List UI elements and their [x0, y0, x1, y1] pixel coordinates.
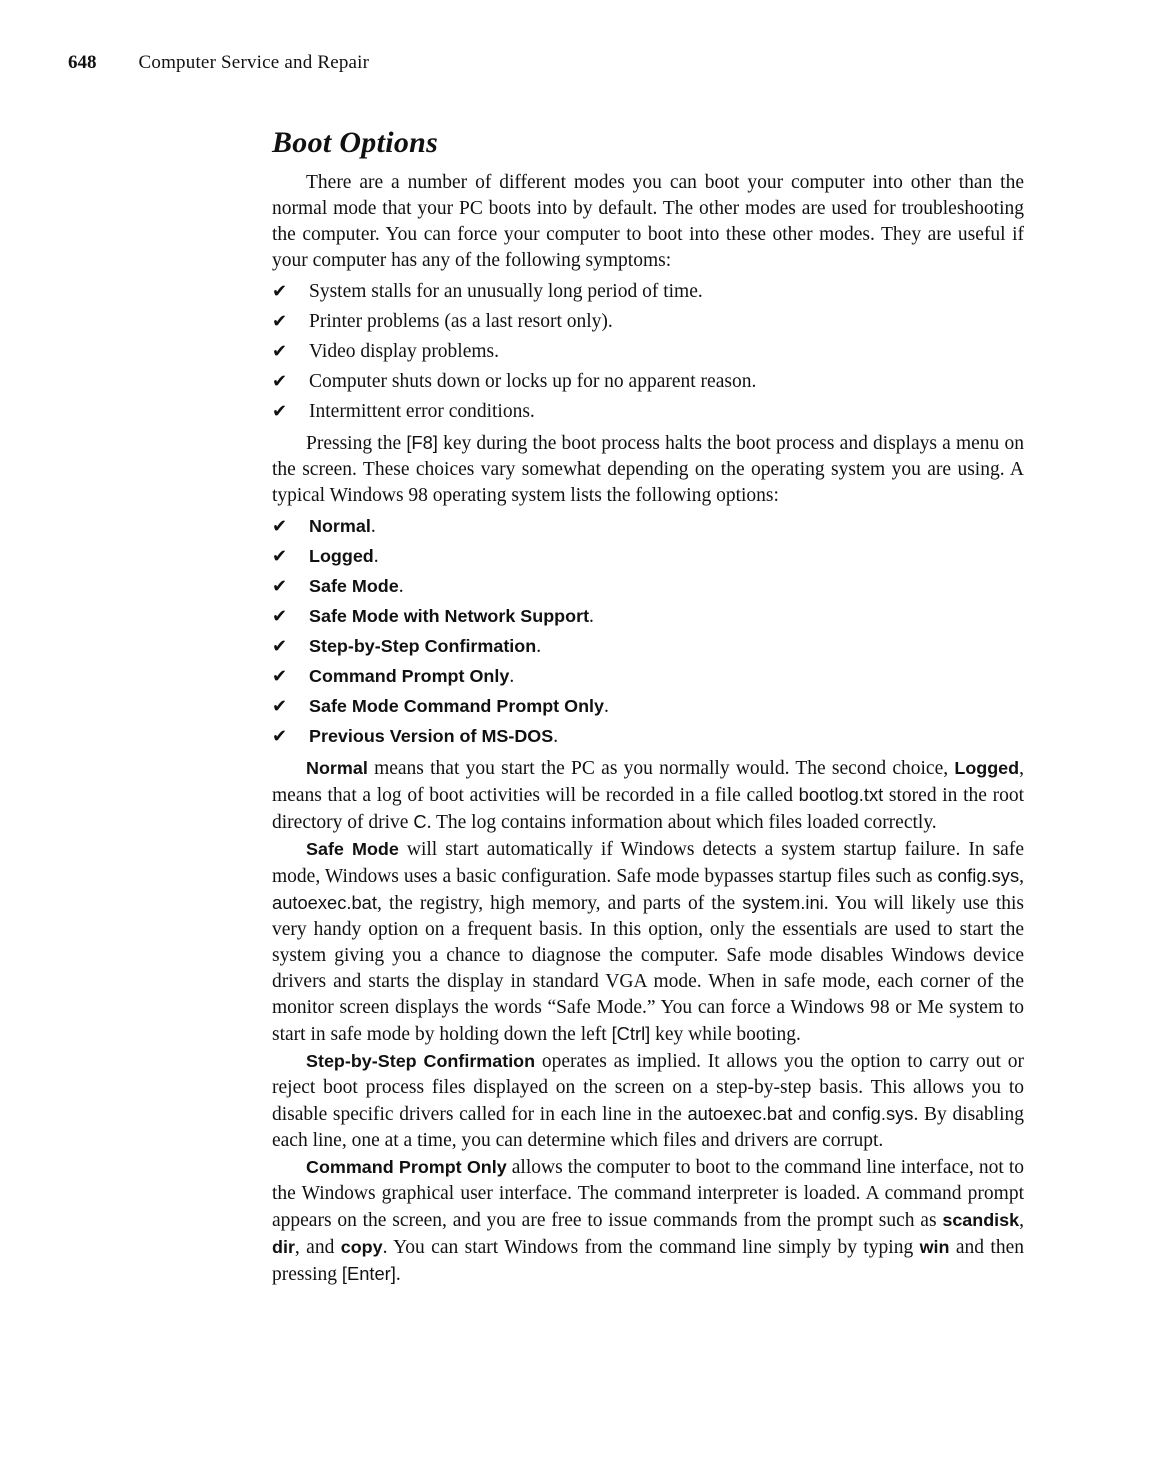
list-item	[272, 514, 1024, 539]
list-item-text: Video display problems.	[309, 341, 500, 362]
list-item-text: Printer problems (as a last resort only).	[309, 311, 613, 332]
check-icon: ✔	[272, 696, 288, 717]
check-icon: ✔	[272, 666, 288, 687]
paragraph-safe-mode: Safe Mode will start automatically if Windows detects a system startup failure. In safe mode, Windows uses a basic configuration. Safe mode bypasses startup files such as config.sys, autoexec.bat, the registry, high memory, and parts of the system.ini. You will likely use this very handy option on a frequent basis. In this option, only the essentials are used to start the system giving you a chance to diagnose the computer. Safe mode disables Windows device drivers and starts the display in standard VGA mode. When in safe mode, each corner of the monitor screen displays the words “Safe Mode.” You can force a Windows 98 or Me system to start in safe mode by holding down the left [Ctrl] key while booting.	[272, 839, 1024, 1045]
check-icon: ✔	[272, 401, 288, 422]
list-item	[272, 339, 1024, 364]
check-icon: ✔	[272, 516, 288, 537]
list-item-text: Intermittent error conditions.	[309, 401, 535, 422]
boot-options-list	[272, 514, 1024, 749]
check-icon: ✔	[272, 606, 288, 627]
check-icon: ✔	[272, 341, 288, 362]
list-item	[272, 604, 1024, 629]
symptom-list	[272, 279, 1024, 424]
list-item	[272, 634, 1024, 659]
list-item	[272, 309, 1024, 334]
page-number: 648	[68, 52, 97, 73]
list-item-text: Computer shuts down or locks up for no apparent reason.	[309, 371, 757, 392]
list-item	[272, 369, 1024, 394]
list-item	[272, 574, 1024, 599]
list-item-text: Safe Mode.	[309, 576, 404, 597]
list-item-text: Command Prompt Only.	[309, 666, 515, 687]
check-icon: ✔	[272, 546, 288, 567]
check-icon: ✔	[272, 636, 288, 657]
paragraph-step-by-step: Step-by-Step Confirmation operates as implied. It allows you the option to carry out or reject boot process files displayed on the screen on a step-by-step basis. This allows you to disable specific drivers called for in each line in the autoexec.bat and config.sys. By disabling each line, one at a time, you can determine which files and drivers are corrupt.	[272, 1051, 1024, 1151]
list-item	[272, 664, 1024, 689]
list-item-text: Safe Mode with Network Support.	[309, 606, 594, 627]
list-item	[272, 399, 1024, 424]
list-item-text: Safe Mode Command Prompt Only.	[309, 696, 609, 717]
check-icon: ✔	[272, 311, 288, 332]
paragraph-f8-menu: Pressing the [F8] key during the boot process halts the boot process and displays a menu on the screen. These choices vary somewhat depending on the operating system you are using. A typical Windows 98 operating system lists the following options:	[272, 432, 1025, 506]
check-icon: ✔	[272, 576, 288, 597]
list-item	[272, 544, 1024, 569]
check-icon: ✔	[272, 371, 288, 392]
list-item-text: Previous Version of MS-DOS.	[309, 726, 559, 747]
paragraph-intro: There are a number of different modes you can boot your computer into other than the normal mode that your PC boots into by default. The other modes are used for troubleshooting the computer. You can force your computer to boot into these other modes. They are useful if your computer has any of the following symptoms:	[272, 172, 1024, 271]
list-item-text: System stalls for an unusually long period of time.	[309, 281, 703, 302]
list-item-text: Step-by-Step Confirmation.	[309, 636, 542, 657]
list-item	[272, 279, 1024, 304]
check-icon: ✔	[272, 281, 288, 302]
list-item-text: Normal.	[309, 516, 376, 537]
check-icon: ✔	[272, 726, 288, 747]
section-title: Boot Options	[272, 126, 439, 159]
paragraph-command-prompt: Command Prompt Only allows the computer to boot to the command line interface, not to the Windows graphical user interface. The command interpreter is loaded. A command prompt appears on the screen, and you are free to issue commands from the prompt such as scandisk, dir, and copy. You can start Windows from the command line simply by typing win and then pressing [Enter].	[272, 1157, 1024, 1285]
running-title: Computer Service and Repair	[138, 52, 370, 73]
list-item	[272, 694, 1024, 719]
paragraph-normal-logged: Normal means that you start the PC as you normally would. The second choice, Logged, means that a log of boot activities will be recorded in a file called bootlog.txt stored in the root directory of drive C. The log contains information about which files loaded correctly.	[272, 758, 1025, 833]
list-item	[272, 724, 1024, 749]
page-header	[68, 52, 369, 74]
list-item-text: Logged.	[309, 546, 379, 567]
article	[272, 126, 1024, 1288]
